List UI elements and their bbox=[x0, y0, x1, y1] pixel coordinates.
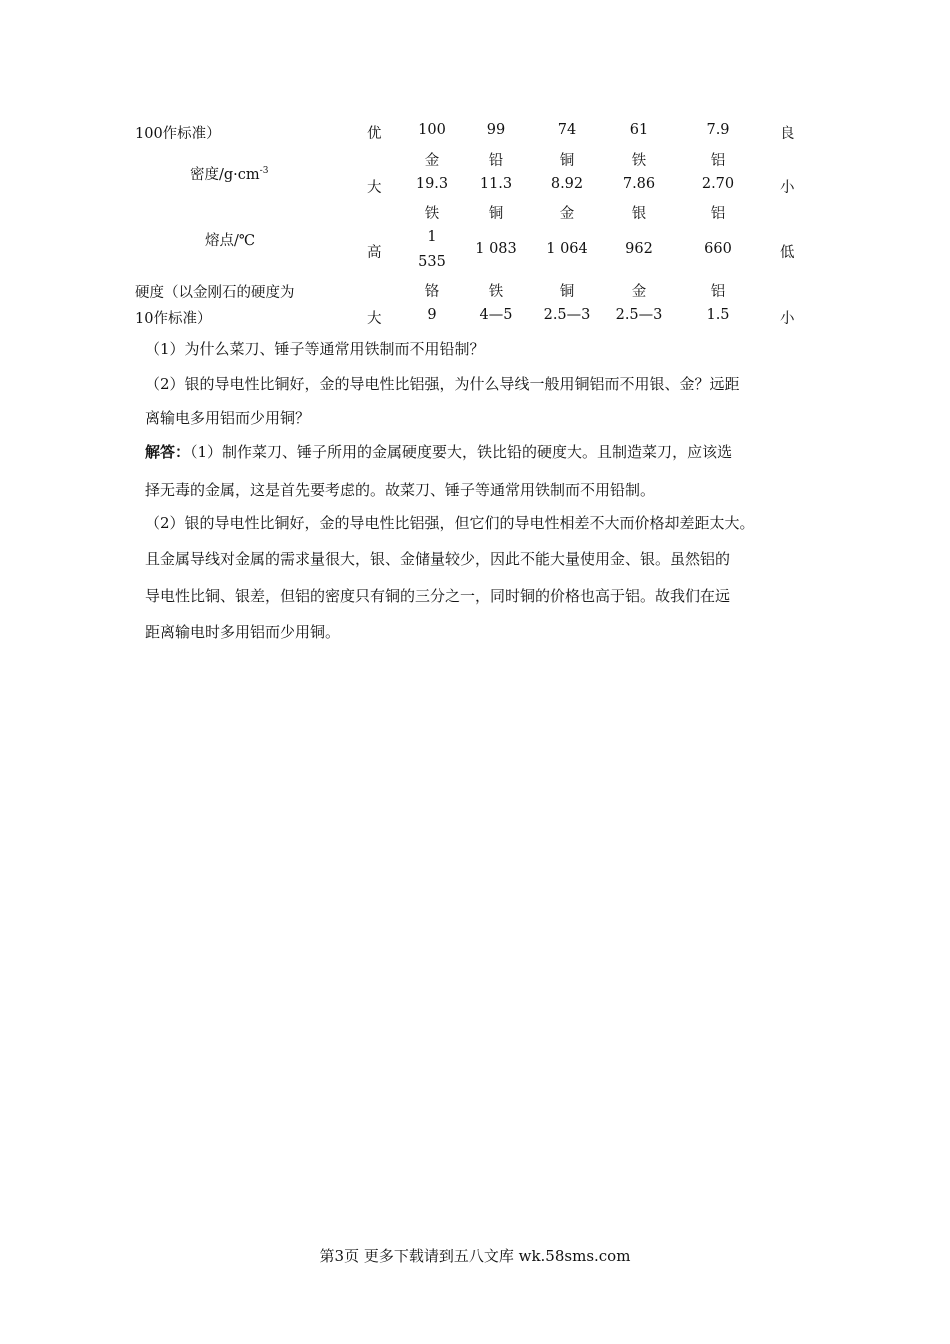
answer-2-line1: （2）银的导电性比铜好，金的导电性比铝强，但它们的导电性相差不大而价格却差距太大。 bbox=[145, 514, 755, 532]
melting-high: 高 bbox=[367, 245, 382, 261]
hardness-metal: 铜 bbox=[559, 284, 575, 300]
hardness-label-line1: 硬度（以金刚石的硬度为 bbox=[135, 285, 295, 301]
melting-metal: 铁 bbox=[424, 206, 440, 222]
conductivity-low: 良 bbox=[780, 126, 795, 142]
answer-label: 解答： bbox=[145, 443, 191, 461]
hardness-metal: 铬 bbox=[424, 284, 440, 300]
conductivity-value: 74 bbox=[557, 122, 577, 138]
density-label: 密度$/g\cdot cm^{-3}$ bbox=[190, 166, 269, 183]
melting-metal: 铝 bbox=[710, 206, 726, 222]
density-high: 大 bbox=[367, 180, 382, 196]
density-value: 7.86 bbox=[622, 176, 656, 192]
hardness-value: 2.5—3 bbox=[615, 307, 663, 323]
density-value: 2.70 bbox=[701, 176, 735, 192]
question-1: （1）为什么菜刀、锤子等通常用铁制而不用铅制？ bbox=[145, 340, 485, 358]
conductivity-high: 优 bbox=[367, 126, 382, 142]
density-metal: 铅 bbox=[488, 153, 504, 169]
hardness-value: 1.5 bbox=[706, 307, 730, 323]
page-footer: 第3页 更多下载请到五八文库 wk.58sms.com bbox=[319, 1247, 631, 1265]
conductivity-value: 100 bbox=[418, 122, 446, 138]
density-low: 小 bbox=[780, 180, 795, 196]
hardness-value: 9 bbox=[427, 307, 437, 323]
density-value: 19.3 bbox=[415, 176, 449, 192]
melting-value: 1 083 bbox=[475, 241, 517, 257]
question-2-line2: 离输电多用铝而少用铜？ bbox=[145, 409, 311, 427]
melting-metal: 银 bbox=[631, 206, 647, 222]
density-value: 11.3 bbox=[479, 176, 513, 192]
question-2-line1: （2）银的导电性比铜好，金的导电性比铝强，为什么导线一般用铜铝而不用银、金？远距 bbox=[145, 375, 740, 393]
answer-2-line4: 距离输电时多用铝而少用铜。 bbox=[145, 623, 341, 641]
density-value: 8.92 bbox=[550, 176, 584, 192]
hardness-low: 小 bbox=[780, 311, 795, 327]
answer-1-line1: 解答：（1）制作菜刀、锤子所用的金属硬度要大，铁比铅的硬度大。且制造菜刀，应该选 bbox=[145, 443, 733, 461]
conductivity-value: 7.9 bbox=[706, 122, 730, 138]
hardness-label-line2: 10作标准） bbox=[135, 311, 212, 327]
melting-value: 1 064 bbox=[546, 241, 588, 257]
hardness-metal: 铝 bbox=[710, 284, 726, 300]
melting-low: 低 bbox=[780, 245, 795, 261]
melting-value-line1: 1 bbox=[427, 229, 437, 245]
conductivity-value: 99 bbox=[486, 122, 506, 138]
melting-value: 660 bbox=[704, 241, 732, 257]
conductivity-value: 61 bbox=[629, 122, 649, 138]
hardness-metal: 金 bbox=[631, 284, 647, 300]
density-metal: 铁 bbox=[631, 153, 647, 169]
density-metal: 铜 bbox=[559, 153, 575, 169]
answer-2-line2: 且金属导线对金属的需求量很大，银、金储量较少，因此不能大量使用金、银。虽然铝的 bbox=[145, 550, 731, 568]
hardness-metal: 铁 bbox=[488, 284, 504, 300]
hardness-value: 4—5 bbox=[479, 307, 513, 323]
answer-2-line3: 导电性比铜、银差，但铝的密度只有铜的三分之一，同时铜的价格也高于铝。故我们在远 bbox=[145, 587, 731, 605]
melting-metal: 金 bbox=[559, 206, 575, 222]
melting-label: 熔点/℃ bbox=[205, 233, 256, 249]
answer-1-line2: 择无毒的金属，这是首先要考虑的。故菜刀、锤子等通常用铁制而不用铅制。 bbox=[145, 481, 656, 499]
density-metal: 金 bbox=[424, 153, 440, 169]
conductivity-label: 100作标准） bbox=[135, 126, 221, 142]
melting-value-line2: 535 bbox=[418, 254, 446, 270]
hardness-value: 2.5—3 bbox=[543, 307, 591, 323]
density-metal: 铝 bbox=[710, 153, 726, 169]
melting-value: 962 bbox=[625, 241, 653, 257]
hardness-high: 大 bbox=[367, 311, 382, 327]
melting-metal: 铜 bbox=[488, 206, 504, 222]
